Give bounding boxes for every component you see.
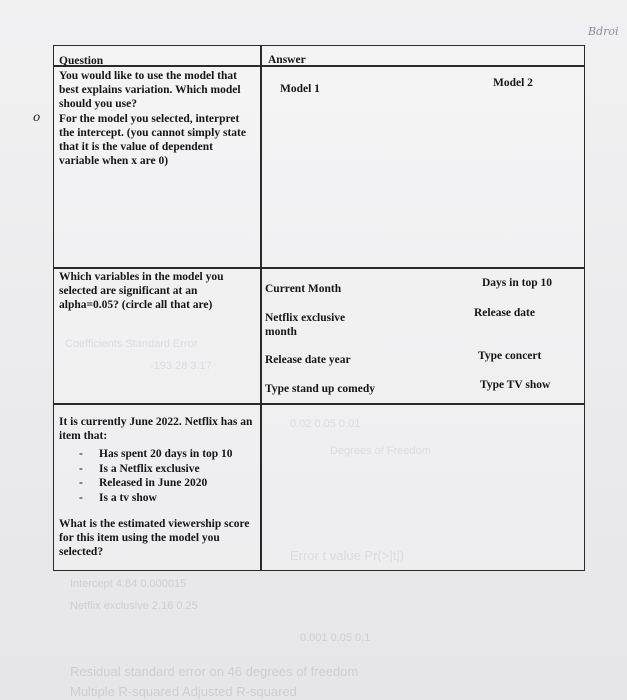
header-question: Question (59, 55, 104, 67)
item-intro: It is currently June 2022. Netflix has an item that: (59, 416, 253, 442)
answer-box-viewership[interactable] (265, 408, 577, 564)
option-current-month[interactable]: Current Month (265, 283, 342, 295)
option-release-date[interactable]: Release date (474, 307, 535, 319)
list-item: - Released in June 2020 (79, 476, 255, 491)
option-release-date-year[interactable]: Release date year (265, 354, 351, 366)
column-divider (260, 46, 262, 570)
option-type-concert[interactable]: Type concert (478, 350, 542, 362)
bleed-through-text: 0.001 0.05 0.1 (300, 632, 371, 644)
option-type-stand-up-comedy[interactable]: Type stand up comedy (265, 383, 376, 395)
header-answer: Answer (268, 54, 306, 66)
question-answer-table (53, 45, 585, 571)
bleed-through-text: Intercept 4.84 0.000015 (70, 578, 187, 590)
option-days-in-top-10[interactable]: Days in top 10 (482, 277, 552, 289)
list-item: - Is a tv show (79, 491, 255, 506)
bleed-through-text: 0.02 0.05 0.01 (290, 418, 361, 430)
option-model-1[interactable]: Model 1 (280, 83, 320, 95)
question-significant-vars: Which variables in the model you selected are significant at an alpha=0.05? (circle all that are) (59, 271, 224, 311)
list-item: - Has spent 20 days in top 10 (79, 447, 255, 462)
corner-scribble: Bdroi (588, 25, 619, 38)
bleed-through-text: Multiple R-squared Adjusted R-squared (70, 684, 297, 699)
list-item: - Is a Netflix exclusive (79, 462, 255, 477)
bleed-through-text: Degrees of Freedom (330, 445, 431, 457)
question-intercept: For the model you selected, interpret the intercept. (you cannot simply state that it is the value of dependent variable when x are 0) (59, 113, 246, 167)
option-type-tv-show[interactable]: Type TV show (480, 379, 551, 391)
question-viewership-estimate: What is the estimated viewership score for this item using the model you selected? (59, 518, 250, 558)
row-divider (54, 403, 584, 405)
option-model-2[interactable]: Model 2 (493, 77, 533, 89)
bleed-through-text: Coefficients Standard Error (65, 338, 198, 350)
bleed-through-text: Error t value Pr(>|t|) (290, 548, 405, 563)
row-divider (54, 267, 584, 269)
bleed-through-text: Netflix exclusive 2.16 0.25 (70, 600, 198, 612)
bleed-through-text: Residual standard error on 46 degrees of freedom (70, 664, 359, 679)
question-model-choice: You would like to use the model that best explains variation. Which model should you use? (59, 70, 241, 110)
option-netflix-exclusive-month[interactable]: Netflix exclusive month (265, 312, 346, 338)
viewership-question-block (59, 415, 255, 559)
margin-mark-icon: o (33, 110, 41, 124)
bleed-through-text: -193.28 3.17 (150, 360, 212, 372)
item-attribute-list (59, 447, 255, 505)
